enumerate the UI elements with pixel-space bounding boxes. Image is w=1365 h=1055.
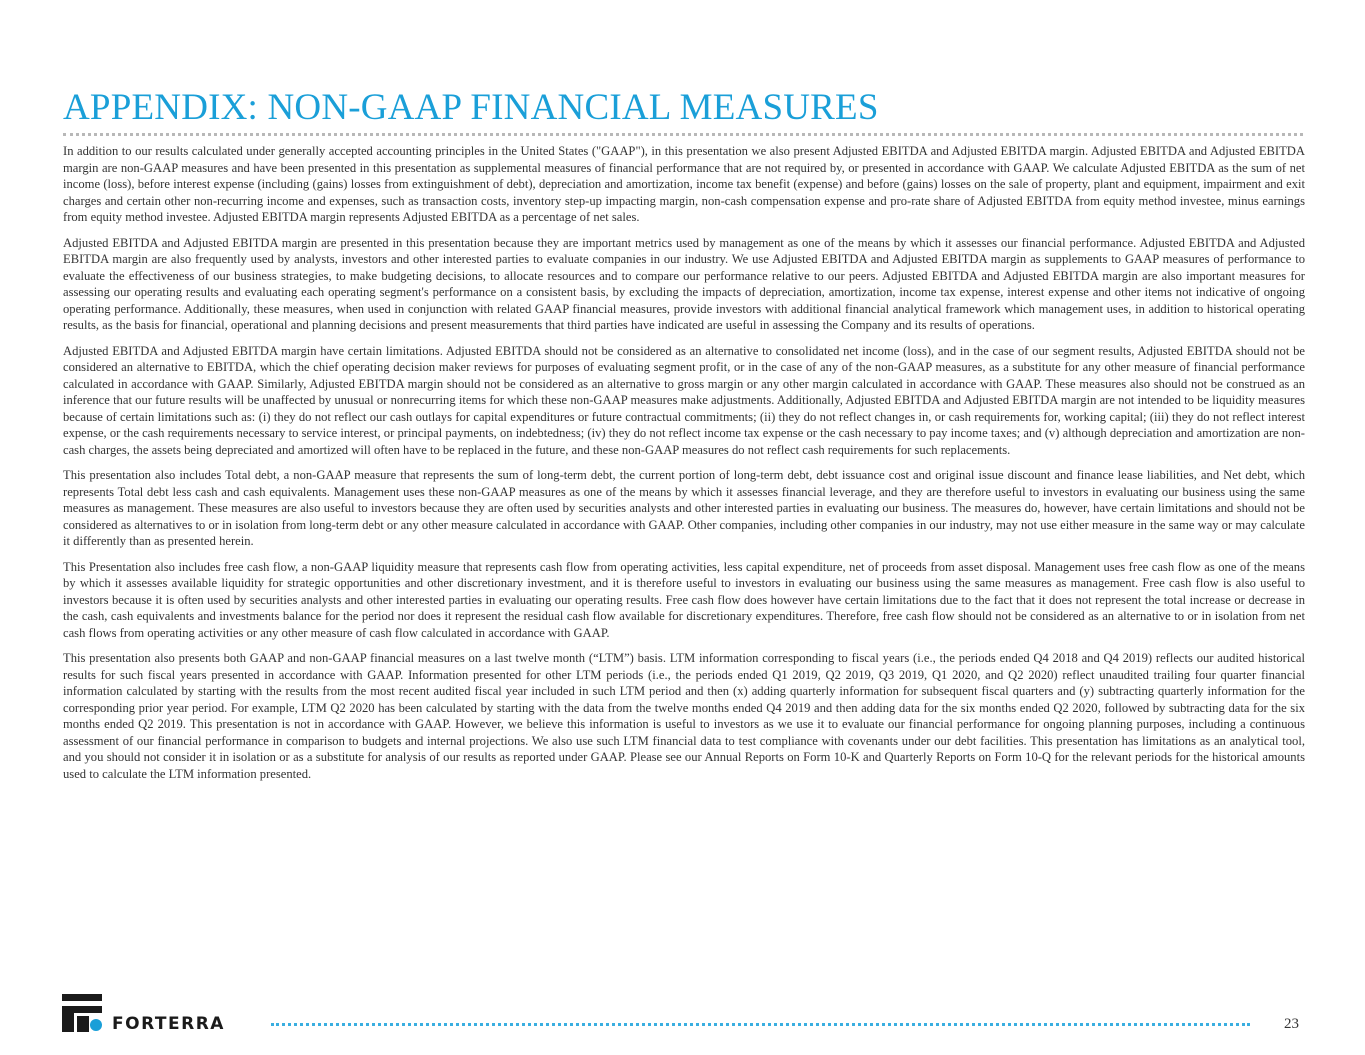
paragraph-free-cash-flow: This Presentation also includes free cash flow, a non-GAAP liquidity measure that represents cash flow from operating activities, less capital expenditure, net of proceeds from asset disposal. Management uses free cash flow as one of the means by which it assesses available liquidity for strategic opportunities and other discretionary investment, and it is therefore useful to investors in evaluating our business using the same measures as management. Free cash flow is also useful to investors because it is often used by securities analysts and other interested parties in evaluating our operating results. Free cash flow does however have certain limitations due to the fact that it does not represent the total increase or decrease in the cash, cash equivalents and investments balance for the period nor does it represent the residual cash flow available for discretionary expenditures. Therefore, free cash flow should not be considered as an alternative to or in isolation from net cash flows from operating activities or any other measure of cash flow calculated in accordance with GAAP. <box>63 559 1305 640</box>
title-divider <box>63 133 1303 136</box>
forterra-logo <box>62 994 252 1034</box>
forterra-logo-wordmark: FORTERRA <box>112 1014 225 1034</box>
paragraph-adjusted-ebitda-purpose: Adjusted EBITDA and Adjusted EBITDA margin are presented in this presentation because they are important metrics used by management as one of the means by which it assesses our financial performance. Adjusted EBITDA and Adjusted EBITDA margin are also frequently used by analysts, investors and other interested parties to evaluate companies in our industry. We use Adjusted EBITDA and Adjusted EBITDA margin as supplements to GAAP measures of performance to evaluate the effectiveness of our business strategies, to make budgeting decisions, to allocate resources and to compare our performance relative to our peers. Adjusted EBITDA and Adjusted EBITDA margin are also important measures for assessing our operating results and evaluating each operating segment's performance on a consistent basis, by excluding the impacts of depreciation, amortization, income tax expense, interest expense and other items not indicative of ongoing operating performance. Additionally, these measures, when used in conjunction with related GAAP financial measures, provide investors with additional financial analytical framework which management uses, in addition to historical operating results, as the basis for financial, operational and planning decisions and present measurements that third parties have indicated are useful in assessing the Company and its results of operations. <box>63 235 1305 332</box>
paragraph-adjusted-ebitda-limitations: Adjusted EBITDA and Adjusted EBITDA margin have certain limitations. Adjusted EBITDA should not be considered as an alternative to consolidated net income (loss), and in the case of our segment results, Adjusted EBITDA should not be considered an alternative to EBITDA, which the chief operating decision maker reviews for purposes of evaluating segment profit, or in the case of any of the non-GAAP measures, as a substitute for any other measure of financial performance calculated in accordance with GAAP. Similarly, Adjusted EBITDA margin should not be considered as an alternative to gross margin or any other margin calculated in accordance with GAAP. These measures also should not be construed as an inference that our future results will be unaffected by unusual or nonrecurring items for which these non-GAAP measures make adjustments. Additionally, Adjusted EBITDA and Adjusted EBITDA margin are not intended to be liquidity measures because of certain limitations such as: (i) they do not reflect our cash outlays for capital expenditures or future contractual commitments; (ii) they do not reflect changes in, or cash requirements for, working capital; (iii) they do not reflect interest expense, or the cash requirements necessary to service interest, or principal payments, on indebtedness; (iv) they do not reflect income tax expense or the cash necessary to pay income taxes; and (v) although depreciation and amortization are non-cash charges, the assets being depreciated and amortized will often have to be replaced in the future, and these non-GAAP measures do not reflect cash requirements for such replacements. <box>63 343 1305 457</box>
page-title: APPENDIX: NON-GAAP FINANCIAL MEASURES <box>63 87 879 128</box>
body-text <box>63 143 1305 791</box>
forterra-logo-mark-icon <box>62 994 104 1034</box>
paragraph-adjusted-ebitda-definition: In addition to our results calculated under generally accepted accounting principles in the United States ("GAAP"), in this presentation we also present Adjusted EBITDA and Adjusted EBITDA margin. Adjusted EBITDA and Adjusted EBITDA margin are non-GAAP measures and have been presented in this presentation as supplemental measures of financial performance that are not required by, or presented in accordance with GAAP. We calculate Adjusted EBITDA as the sum of net income (loss), before interest expense (including (gains) losses from extinguishment of debt), depreciation and amortization, income tax benefit (expense) and before (gains) losses on the sale of property, plant and equipment, impairment and exit charges and certain other non-recurring income and expenses, such as transaction costs, inventory step-up impacting margin, non-cash compensation expense and pro-rate share of Adjusted EBITDA from equity method investee, minus earnings from equity method investee. Adjusted EBITDA margin represents Adjusted EBITDA as a percentage of net sales. <box>63 144 1305 224</box>
page-number: 23 <box>1284 1016 1299 1032</box>
paragraph-ltm-basis: This presentation also presents both GAAP and non-GAAP financial measures on a last twelve month (“LTM”) basis. LTM information corresponding to fiscal years (i.e., the periods ended Q4 2018 and Q4 2019) reflects our audited historical results for such fiscal years presented in accordance with GAAP. Information presented for other LTM periods (i.e., the periods ended Q1 2019, Q2 2019, Q3 2019, Q1 2020, and Q2 2020) reflect unaudited trailing four quarter financial information calculated by starting with the results from the most recent audited fiscal year included in such LTM period and then (x) adding quarterly information for subsequent fiscal quarters and (y) subtracting quarterly information for the corresponding prior year period. For example, LTM Q2 2020 has been calculated by starting with the data from the twelve months ended Q4 2019 and then adding data for the six months ended Q2 2020, followed by subtracting data for the six months ended Q2 2019. This presentation is not in accordance with GAAP. However, we believe this information is useful to investors as we use it to evaluate our financial performance for ongoing planning purposes, including a continuous assessment of our financial performance in comparison to budgets and internal projections. We also use such LTM financial data to test compliance with covenants under our debt facilities. This presentation has limitations as an analytical tool, and you should not consider it in isolation or as a substitute for analysis of our results as reported under GAAP. Please see our Annual Reports on Form 10-K and Quarterly Reports on Form 10-Q for the relevant periods for the historical amounts used to calculate the LTM information presented. <box>63 651 1305 781</box>
paragraph-total-debt: This presentation also includes Total debt, a non-GAAP measure that represents the sum of long-term debt, the current portion of long-term debt, debt issuance cost and original issue discount and finance lease liabilities, and Net debt, which represents Total debt less cash and cash equivalents. Management uses these non-GAAP measures as one of the means by which it assesses financial leverage, and they are therefore useful to investors in evaluating our business using the same measures as management. These measures are also useful to investors because they are often used by securities analysts and other interested parties in evaluating our business. The measures do, however, have certain limitations and should not be considered as alternatives to or in isolation from long-term debt or any other measure calculated in accordance with GAAP. Other companies, including other companies in our industry, may not use either measure in the same way or may calculate it differently than as presented herein. <box>63 468 1305 548</box>
footer-divider <box>271 1023 1250 1026</box>
